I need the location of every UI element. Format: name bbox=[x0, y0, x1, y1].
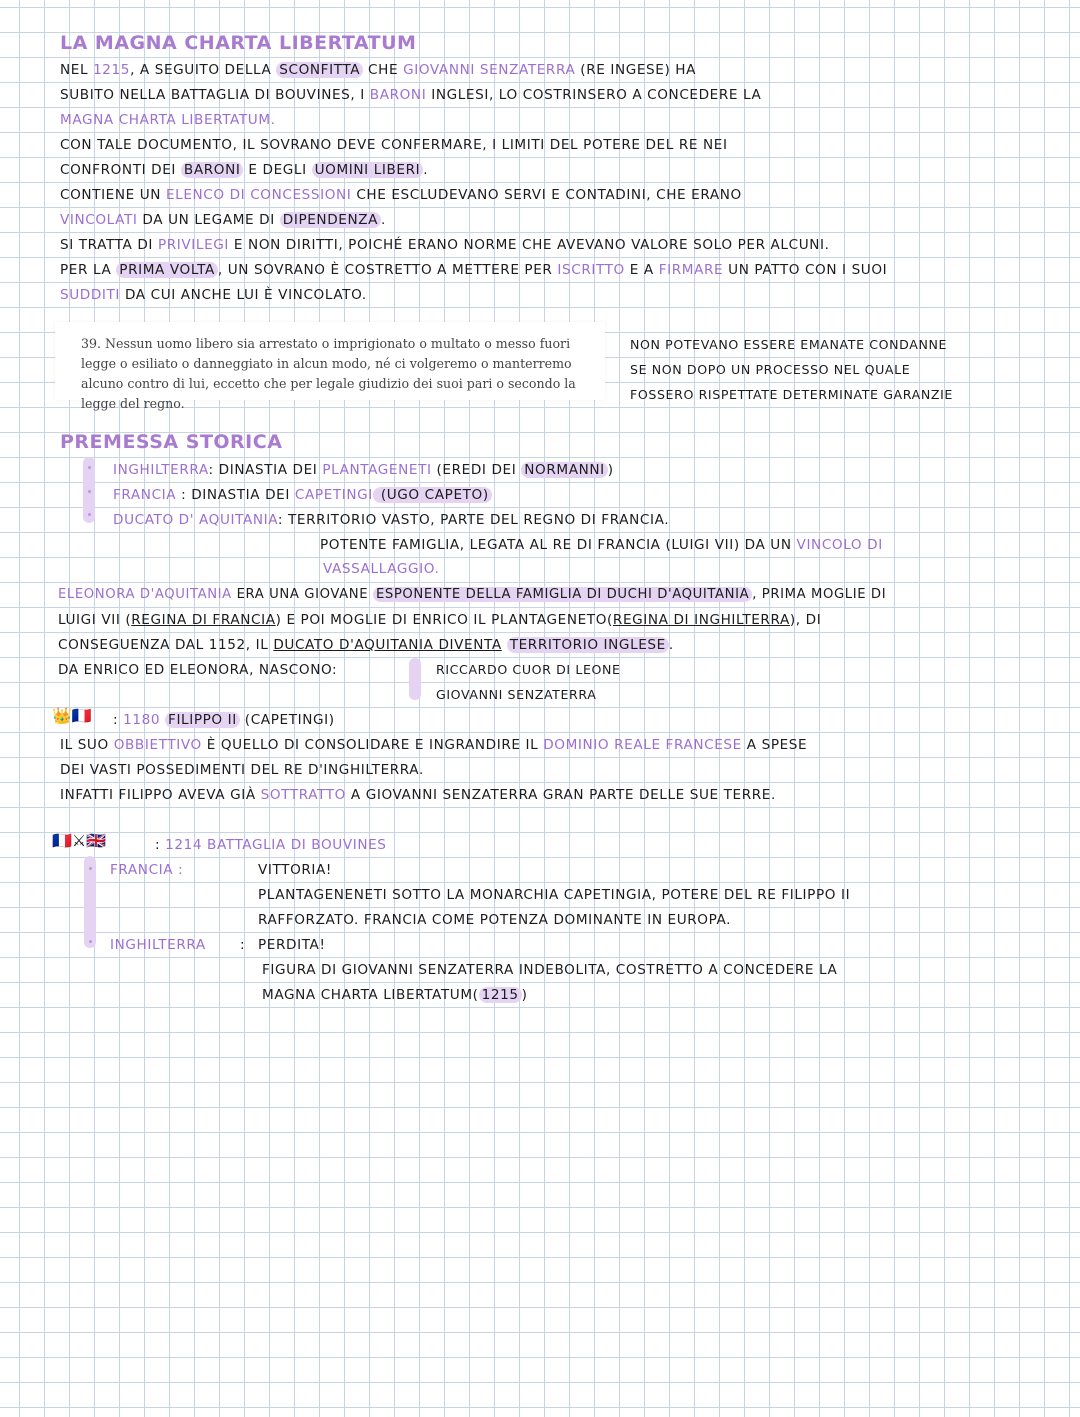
eleonora-line-1: ELEONORA D'AQUITANIA ERA UNA GIOVANE ESPONENTE DELLA FAMIGLIA DI DUCHI D'AQUITANIA , PRIMA MOGLIE DI bbox=[58, 587, 887, 602]
bouvines-francia-3: RAFFORZATO. FRANCIA COME POTENZA DOMINANTE IN EUROPA. bbox=[258, 912, 732, 928]
bouvines-francia-label: FRANCIA : bbox=[110, 862, 184, 878]
bullet-dot bbox=[89, 867, 92, 870]
son-riccardo: RICCARDO CUOR DI LEONE bbox=[436, 662, 621, 677]
premessa-ducato-2: POTENTE FAMIGLIA, LEGATA AL RE DI FRANCIA (LUIGI VII) DA UN VINCOLO DI bbox=[320, 537, 883, 553]
premessa-ducato-3: VASSALLAGGIO. bbox=[323, 561, 440, 577]
intro-line-5: CONFRONTI DEI BARONI E DEGLI UOMINI LIBERI . bbox=[60, 162, 429, 178]
side-note-line-3: FOSSERO RISPETTATE DETERMINATE GARANZIE bbox=[630, 387, 953, 402]
intro-line-10: SUDDITI DA CUI ANCHE LUI È VINCOLATO. bbox=[60, 287, 367, 303]
side-note-line-1: NON POTEVANO ESSERE EMANATE CONDANNE bbox=[630, 337, 948, 352]
premessa-inghilterra: INGHILTERRA: DINASTIA DEI PLANTAGENETI (EREDI DEI NORMANNI ) bbox=[113, 462, 614, 478]
bouvines-inghilterra-1: PERDITA! bbox=[258, 937, 326, 953]
filippo-line-4: INFATTI FILIPPO AVEVA GIÀ SOTTRATTO A GIOVANNI SENZATERRA GRAN PARTE DELLE SUE TERRE. bbox=[60, 787, 776, 803]
bouvines-inghilterra-colon: : bbox=[240, 937, 246, 953]
bouvines-inghilterra-label: INGHILTERRA bbox=[110, 937, 206, 953]
filippo-line-2: IL SUO OBBIETTIVO È QUELLO DI CONSOLIDARE E INGRANDIRE IL DOMINIO REALE FRANCESE A SPESE bbox=[60, 737, 808, 753]
bouvines-title: : 1214 BATTAGLIA DI BOUVINES bbox=[155, 837, 387, 853]
quote-box bbox=[55, 322, 605, 411]
bullet-dot bbox=[89, 940, 92, 943]
filippo-line-3: DEI VASTI POSSEDIMENTI DEL RE D'INGHILTERRA. bbox=[60, 762, 424, 778]
eleonora-line-2: LUIGI VII (REGINA DI FRANCIA) E POI MOGLIE DI ENRICO IL PLANTAGENETO(REGINA DI INGHILTERRA), DI bbox=[58, 612, 822, 628]
eleonora-line-3: CONSEGUENZA DAL 1152, IL DUCATO D'AQUITANIA DIVENTA TERRITORIO INGLESE . bbox=[58, 637, 674, 653]
sons-bracket bbox=[409, 658, 421, 700]
intro-line-1: NEL 1215, A SEGUITO DELLA SCONFITTA CHE GIOVANNI SENZATERRA (RE INGESE) HA bbox=[60, 62, 697, 78]
filippo-line-1: : 1180 FILIPPO II (CAPETINGI) bbox=[113, 712, 335, 728]
bouvines-francia-1: VITTORIA! bbox=[258, 862, 332, 878]
intro-line-7: VINCOLATI DA UN LEGAME DI DIPENDENZA . bbox=[60, 212, 386, 228]
premessa-francia: FRANCIA : DINASTIA DEI CAPETINGI (UGO CAPETO) bbox=[113, 485, 492, 505]
intro-line-6: CONTIENE UN ELENCO DI CONCESSIONI CHE ESCLUDEVANO SERVI E CONTADINI, CHE ERANO bbox=[60, 187, 742, 203]
intro-line-8: SI TRATTA DI PRIVILEGI E NON DIRITTI, POICHÉ ERANO NORME CHE AVEVANO VALORE SOLO PER ALCUNI. bbox=[60, 237, 830, 253]
bullet-dot bbox=[88, 466, 91, 469]
bouvines-inghilterra-3: MAGNA CHARTA LIBERTATUM( 1215 ) bbox=[262, 987, 528, 1003]
premessa-ducato: DUCATO D' AQUITANIA: TERRITORIO VASTO, PARTE DEL REGNO DI FRANCIA. bbox=[113, 512, 670, 528]
bullet-dot bbox=[88, 490, 91, 493]
quote-text: 39. Nessun uomo libero sia arrestato o imprigionato o multato o messo fuori legge o esiliato o danneggiato in alcun modo, né ci volgeremo o manterremo alcuno contro di lui, eccetto che per legale giudizio dei suoi pari o secondo la legge del regno. bbox=[81, 336, 576, 411]
crown-france-flag-icon: 👑🇫🇷 bbox=[52, 706, 92, 725]
section-title-premessa: PREMESSA STORICA bbox=[60, 431, 283, 453]
intro-line-2: SUBITO NELLA BATTAGLIA DI BOUVINES, I BARONI INGLESI, LO COSTRINSERO A CONCEDERE LA bbox=[60, 87, 762, 103]
intro-line-9: PER LA PRIMA VOLTA , UN SOVRANO È COSTRETTO A METTERE PER ISCRITTO E A FIRMARE UN PATTO CON I SUOI bbox=[60, 262, 888, 278]
eleonora-line-4: DA ENRICO ED ELEONORA, NASCONO: bbox=[58, 662, 338, 678]
bouvines-inghilterra-2: FIGURA DI GIOVANNI SENZATERRA INDEBOLITA, COSTRETTO A CONCEDERE LA bbox=[262, 962, 838, 978]
side-note-line-2: SE NON DOPO UN PROCESSO NEL QUALE bbox=[630, 362, 911, 377]
intro-line-4: CON TALE DOCUMENTO, IL SOVRANO DEVE CONFERMARE, I LIMITI DEL POTERE DEL RE NEI bbox=[60, 137, 728, 153]
bouvines-francia-2: PLANTAGENENETI SOTTO LA MONARCHIA CAPETINGIA, POTERE DEL RE FILIPPO II bbox=[258, 887, 851, 903]
flags-swords-icon: 🇫🇷⚔🇬🇧 bbox=[52, 831, 107, 850]
intro-line-3: MAGNA CHARTA LIBERTATUM. bbox=[60, 112, 276, 128]
section-title-magna: LA MAGNA CHARTA LIBERTATUM bbox=[60, 32, 417, 54]
bullet-dot bbox=[88, 513, 91, 516]
son-giovanni: GIOVANNI SENZATERRA bbox=[436, 687, 597, 702]
